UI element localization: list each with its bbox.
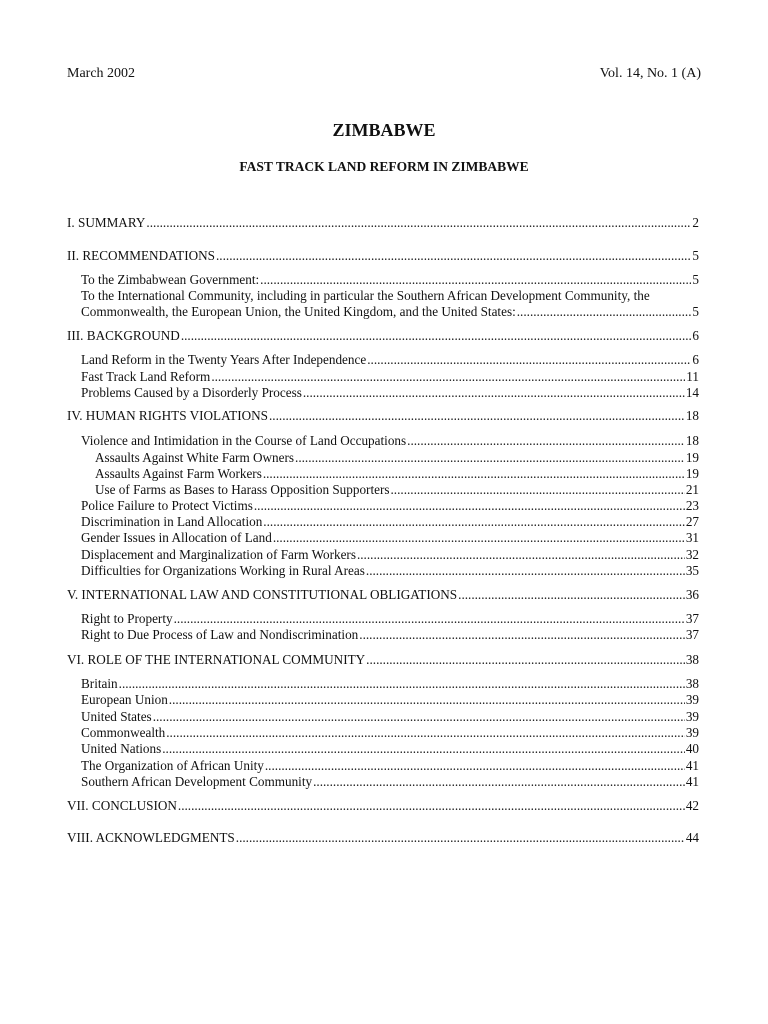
toc-page-number: 39 [685,709,699,724]
toc-entry-title: Problems Caused by a Disorderly Process [81,385,302,400]
toc-leader-dots [162,741,685,757]
toc-page-number: 40 [685,741,699,756]
toc-page-number: 6 [692,328,699,343]
toc-page-number: 19 [685,466,699,481]
toc-entry-title: III. BACKGROUND [67,328,180,343]
toc-entry-title: Gender Issues in Allocation of Land [81,530,272,545]
toc-entry-organization-african-unity[interactable] [81,758,699,774]
toc-entry-difficulties-organizations[interactable] [81,563,699,579]
toc-entry-title: Commonwealth, the European Union, the United Kingdom, and the United States: [81,304,516,319]
toc-page-number: 38 [685,676,699,691]
toc-entry-title: VII. CONCLUSION [67,798,177,813]
toc-leader-dots [273,530,685,546]
toc-page-number: 11 [686,369,699,384]
toc-entry-discrimination-land-allocation[interactable] [81,514,699,530]
toc-entry-united-states[interactable] [81,709,699,725]
toc-entry-title: VIII. ACKNOWLEDGMENTS [67,830,235,845]
toc-entry-britain[interactable] [81,676,699,692]
toc-leader-dots [366,563,685,579]
toc-leader-dots [265,758,685,774]
toc-page-number: 14 [685,385,699,400]
toc-leader-dots [359,627,685,643]
toc-page-number: 41 [685,774,699,789]
toc-entry-due-process[interactable] [81,627,699,643]
toc-entry-recommendations[interactable] [67,248,699,264]
toc-page-number: 18 [685,433,699,448]
toc-leader-dots [391,482,685,498]
toc-leader-dots [263,466,685,482]
toc-leader-dots [178,798,685,814]
toc-entry-farms-as-bases[interactable] [95,482,699,498]
toc-entry-title: To the Zimbabwean Government: [81,272,260,287]
toc-entry-title: VI. ROLE OF THE INTERNATIONAL COMMUNITY [67,652,366,667]
toc-leader-dots [236,830,685,846]
toc-leader-dots [254,498,685,514]
toc-page-number: 18 [685,408,699,423]
toc-entry-title: Displacement and Marginalization of Farm Workers [81,547,356,562]
toc-entry-title: Violence and Intimidation in the Course of Land Occupations [81,433,407,448]
toc-page-number: 37 [685,611,699,626]
toc-leader-dots [181,328,692,344]
toc-entry-title: Use of Farms as Bases to Harass Opposition Supporters [95,482,390,497]
toc-leader-dots [166,725,685,741]
toc-page-number: 27 [685,514,699,529]
toc-leader-dots [269,408,685,424]
toc-leader-dots [146,215,691,231]
toc-entry-title: IV. HUMAN RIGHTS VIOLATIONS [67,408,268,423]
toc-entry-title: Land Reform in the Twenty Years After Independence [81,352,367,367]
toc-page-number: 2 [692,215,699,230]
toc-entry-assaults-white-farm-owners[interactable] [95,450,699,466]
toc-leader-dots [174,611,685,627]
volume-number: Vol. 14, No. 1 (A) [599,66,701,81]
toc-entry-police-failure[interactable] [81,498,699,514]
toc-entry-european-union[interactable] [81,692,699,708]
toc-entry-commonwealth[interactable] [81,725,699,741]
document-subtitle: FAST TRACK LAND REFORM IN ZIMBABWE [239,159,529,174]
toc-page-number: 32 [685,547,699,562]
toc-page-number: 38 [685,652,699,667]
toc-page-number: 6 [692,352,699,367]
toc-page-number: 36 [685,587,699,602]
toc-entry-assaults-farm-workers[interactable] [95,466,699,482]
toc-leader-dots [216,248,691,264]
toc-entry-title: Right to Property [81,611,173,626]
toc-entry-international-community[interactable] [81,304,699,320]
toc-entry-title: Commonwealth [81,725,166,740]
toc-entry-international-community-line1[interactable]: To the International Community, including in particular the Southern African Development Community, the [81,288,650,303]
toc-entry-background[interactable] [67,328,699,344]
toc-entry-title: Police Failure to Protect Victims [81,498,253,513]
toc-entry-title: The Organization of African Unity [81,758,264,773]
toc-entry-international-law[interactable] [67,587,699,603]
toc-entry-title: Assaults Against White Farm Owners [95,450,295,465]
toc-leader-dots [119,676,685,692]
toc-entry-conclusion[interactable] [67,798,699,814]
toc-entry-title: United Nations [81,741,162,756]
toc-page-number: 39 [685,692,699,707]
toc-page-number: 37 [685,627,699,642]
document-title: ZIMBABWE [332,120,436,140]
toc-entry-disorderly-process[interactable] [81,385,699,401]
toc-leader-dots [517,304,692,320]
toc-page-number: 5 [692,248,699,263]
toc-entry-title: I. SUMMARY [67,215,146,230]
toc-entry-displacement-farm-workers[interactable] [81,547,699,563]
toc-leader-dots [367,352,691,368]
toc-page-number: 41 [685,758,699,773]
toc-leader-dots [263,514,685,530]
toc-leader-dots [295,450,685,466]
toc-page-number: 44 [685,830,699,845]
page-header [67,66,701,84]
toc-leader-dots [366,652,685,668]
toc-leader-dots [458,587,685,603]
toc-entry-title: United States [81,709,152,724]
toc-entry-international-community-role[interactable] [67,652,699,668]
toc-entry-acknowledgments[interactable] [67,830,699,846]
toc-entry-gender-issues[interactable] [81,530,699,546]
toc-leader-dots [313,774,685,790]
toc-entry-united-nations[interactable] [81,741,699,757]
toc-entry-title: European Union [81,692,168,707]
toc-leader-dots [169,692,685,708]
toc-leader-dots [407,433,685,449]
toc-page-number: 5 [692,304,699,319]
toc-entry-title: Assaults Against Farm Workers [95,466,262,481]
toc-page-number: 42 [685,798,699,813]
toc-entry-title: Britain [81,676,118,691]
toc-entry-summary[interactable] [67,215,699,231]
toc-leader-dots [153,709,685,725]
toc-leader-dots [357,547,685,563]
toc-page-number: 23 [685,498,699,513]
toc-entry-right-to-property[interactable] [81,611,699,627]
toc-leader-dots [260,272,691,288]
publication-date: March 2002 [67,66,136,81]
toc-leader-dots [303,385,685,401]
toc-page-number: 31 [685,530,699,545]
toc-entry-fast-track-land-reform[interactable] [81,369,699,385]
toc-page-number: 21 [685,482,699,497]
toc-entry-title: II. RECOMMENDATIONS [67,248,215,263]
toc-page-number: 39 [685,725,699,740]
toc-entry-violence-intimidation[interactable] [81,433,699,449]
toc-leader-dots [211,369,685,385]
toc-entry-title: Right to Due Process of Law and Nondiscrimination [81,627,359,642]
toc-page-number: 35 [685,563,699,578]
toc-page-number: 5 [692,272,699,287]
toc-entry-human-rights-violations[interactable] [67,408,699,424]
toc-page-number: 19 [685,450,699,465]
toc-entry-title: V. INTERNATIONAL LAW AND CONSTITUTIONAL OBLIGATIONS [67,587,458,602]
toc-entry-title: Discrimination in Land Allocation [81,514,263,529]
toc-entry-title: Southern African Development Community [81,774,313,789]
toc-entry-sadc[interactable] [81,774,699,790]
toc-entry-title: Fast Track Land Reform [81,369,211,384]
toc-entry-title: Difficulties for Organizations Working in Rural Areas [81,563,365,578]
toc-entry-land-reform-twenty-years[interactable] [81,352,699,368]
toc-entry-zimbabwean-government[interactable] [81,272,699,288]
